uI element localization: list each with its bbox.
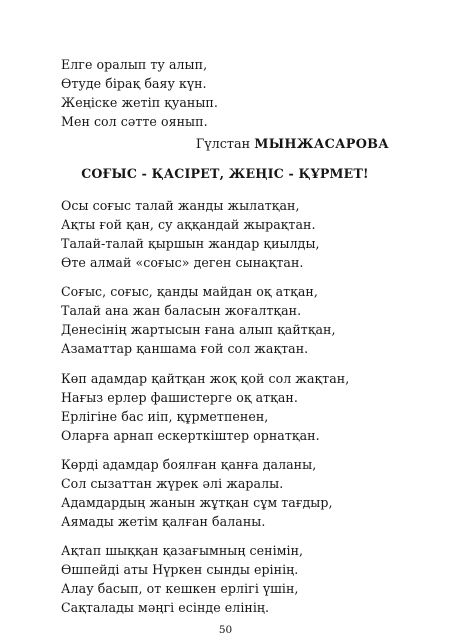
verse-line: Ақты ғой қан, су аққандай жырақтан. (61, 217, 316, 232)
verse-line: Ерлігіне бас иіп, құрметпенен, (61, 409, 269, 424)
verse-line: Талай ана жан баласын жоғалтқан. (61, 303, 302, 318)
verse-line: Мен сол сәтте оянып. (61, 114, 208, 129)
verse-line: Осы соғыс талай жанды жылатқан, (61, 198, 300, 213)
author-first-name: Гүлстан (195, 137, 251, 152)
verse-line: Жеңіске жетіп қуанып. (61, 95, 218, 110)
verse-line: Көп адамдар қайтқан жоқ қой сол жақтан, (61, 371, 350, 386)
verse-line: Денесінің жартысын ғана алып қайтқан, (61, 322, 336, 337)
verse-line: Ақтап шыққан қазағымның сенімін, (61, 543, 304, 558)
verse-line: Өтуде бірақ баяу күн. (61, 76, 207, 91)
verse-line: Көрді адамдар боялған қанға даланы, (61, 457, 317, 472)
verse-line: Адамдардың жанын жұтқан сұм тағдыр, (61, 495, 333, 510)
page-number: 50 (218, 624, 233, 636)
verse-line: Сақталады мәңгі есінде елінің. (61, 600, 270, 615)
verse-line: Алау басып, от кешкен ерлігі үшін, (61, 581, 299, 596)
verse-line: Азаматтар қаншама ғой сол жақтан. (61, 341, 309, 356)
verse-line: Аямады жетім қалған баланы. (61, 514, 266, 529)
poem-title: СОҒЫС - ҚАСІРЕТ, ЖЕҢІС - ҚҰРМЕТ! (81, 166, 369, 181)
verse-line: Оларға арнап ескерткіштер орнатқан. (61, 428, 320, 443)
verse-line: Өшпейді аты Нүркен сынды ерінің. (61, 562, 299, 577)
verse-line: Соғыс, соғыс, қанды майдан оқ атқан, (61, 284, 318, 299)
verse-line: Елге оралып ту алып, (61, 57, 208, 72)
verse-line: Сол сызаттан жүрек әлі жаралы. (61, 476, 284, 491)
verse-line: Талай-талай қыршын жандар қиылды, (61, 236, 320, 251)
author-last-name: МЫНЖАСАРОВА (254, 137, 389, 152)
author-byline (196, 137, 389, 153)
verse-line: Өте алмай «соғыс» деген сынақтан. (61, 255, 304, 270)
verse-line: Нағыз ерлер фашистерге оқ атқан. (61, 390, 298, 405)
